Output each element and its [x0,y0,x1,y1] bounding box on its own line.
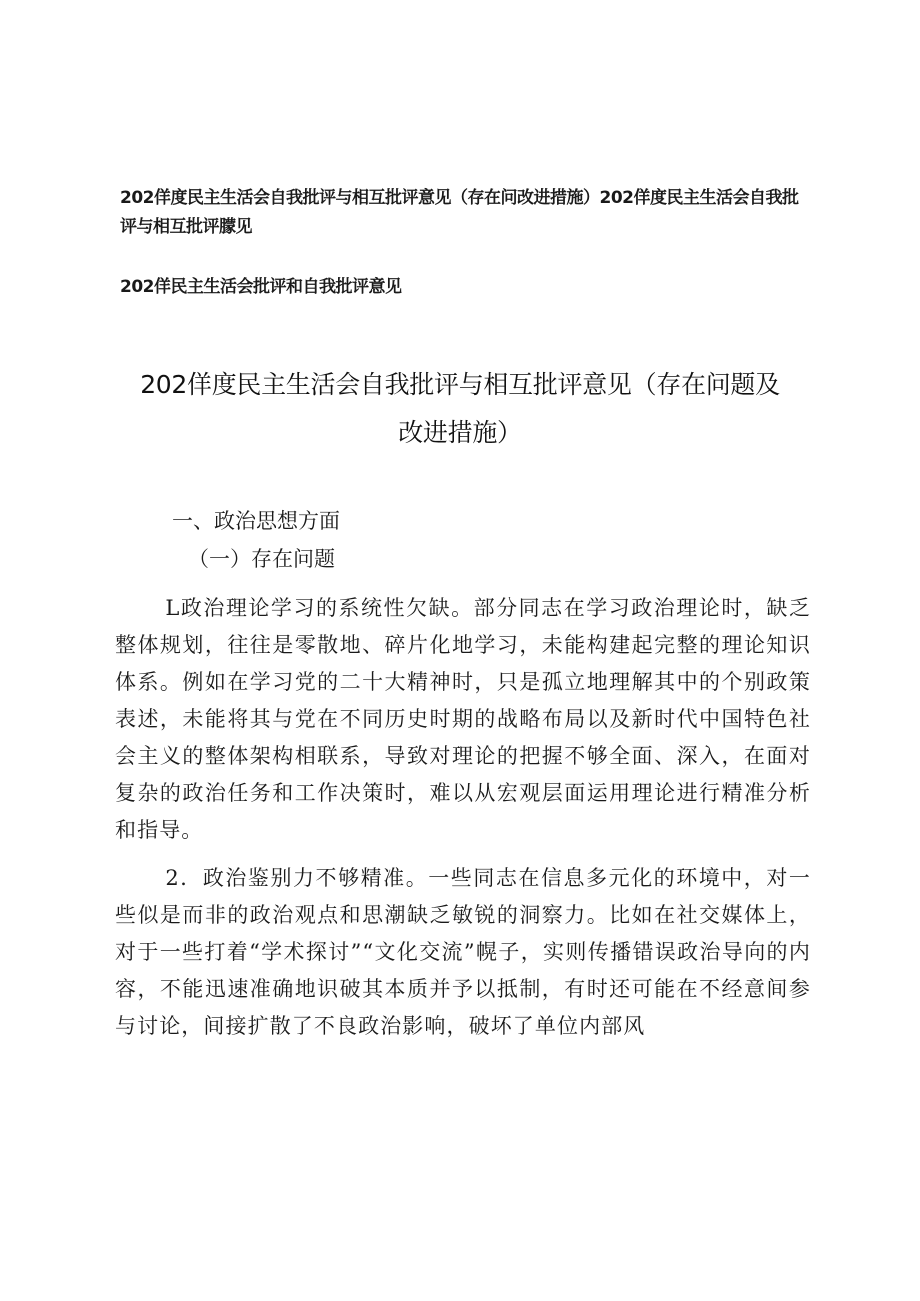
subsection-heading: （一）存在问题 [188,547,335,571]
body-paragraph-1: L政治理论学习的系统性欠缺。部分同志在学习政治理论时，缺乏整体规划，往往是零散地、碎片化地学习，未能构建起完整的理论知识体系。例如在学习党的二十大精神时，只是孤立地理解其中的个别政策表述，未能将其与党在不同历史时期的战略布局以及新时代中国特色社会主义的整体架构相联系，导致对理论的把握不够全面、深入，在面对复杂的政治任务和工作决策时，难以从宏观层面运用理论进行精准分析和指导。 [115,596,811,842]
section-heading: 一、政治思想方面 [172,509,340,533]
document-body [115,502,811,1045]
document-title: 202佯度民主生活会自我批评与相互批评意见（存在问题及改进措施） [140,370,780,447]
document-toc [120,184,810,302]
toc-entry-2: 202佯民主生活会批评和自我批评意见 [120,277,402,297]
toc-entry-1: 202佯度民主生活会自我批评与相互批评意见（存在问改进措施）202佯度民主生活会自我批评与相互批评朦见 [120,188,799,237]
body-paragraph-2: 2．政治鉴别力不够精准。一些同志在信息多元化的环境中，对一些似是而非的政治观点和思潮缺乏敏锐的洞察力。比如在社交媒体上，对于一些打着“学术探讨”“文化交流”幌子，实则传播错误政治导向的内容，不能迅速准确地识破其本质并予以抵制，有时还可能在不经意间参与讨论，间接扩散了不良政治影响，破坏了单位内部风 [115,866,811,1038]
